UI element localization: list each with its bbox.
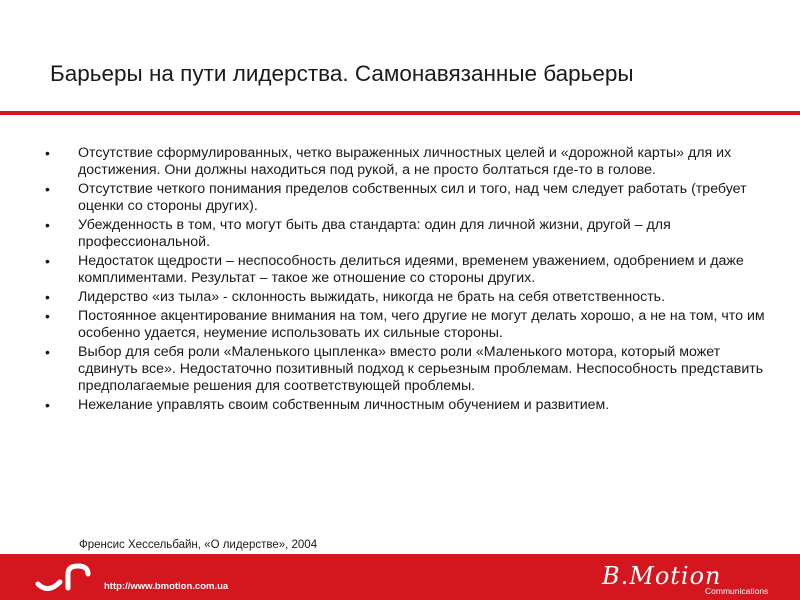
bullet-text: Лидерство «из тыла» - склонность выжидать, никогда не брать на себя ответственность. — [78, 289, 666, 305]
bullet-dot-icon: • — [45, 344, 50, 360]
bullet-text: Выбор для себя роли «Маленького цыпленка» вместо роли «Маленького мотора, который может сдвинуть все». Недостаточно позитивный подход к серьезным проблемам. Неспособность представить предполагаемые решения для соответствующей проблемы. — [78, 344, 764, 394]
bmotion-brand-logo — [596, 562, 766, 588]
bullet-item — [45, 289, 765, 306]
brand-subtitle: Communications — [705, 586, 769, 596]
bullet-item — [45, 145, 765, 179]
footer-bar — [0, 554, 800, 600]
bullet-text: Отсутствие четкого понимания пределов собственных сил и того, над чем следует работать (требует оценки со стороны других). — [78, 181, 747, 214]
bullet-dot-icon: • — [45, 289, 50, 305]
bullet-dot-icon: • — [45, 217, 50, 233]
bullet-item — [45, 308, 765, 342]
bullet-dot-icon: • — [45, 397, 50, 413]
title-divider — [0, 111, 800, 115]
source-citation: Френсис Хессельбайн, «О лидерстве», 2004 — [79, 539, 318, 551]
bullet-text: Постоянное акцентирование внимания на том, чего другие не могут делать хорошо, а не на том, что им особенно удается, неумение использовать их сильные стороны. — [78, 308, 765, 341]
bullet-text: Убежденность в том, что могут быть два стандарта: один для личной жизни, другой – для профессиональной. — [78, 217, 671, 250]
bullet-dot-icon: • — [45, 145, 50, 161]
bullet-item — [45, 253, 765, 287]
footer-website-link[interactable]: http://www.bmotion.com.ua — [104, 581, 229, 592]
bullet-dot-icon: • — [45, 253, 50, 269]
svg-text:B.Motion: B.Motion — [602, 562, 722, 588]
bullet-dot-icon: • — [45, 181, 50, 197]
slide-title: Барьеры на пути лидерства. Самонавязанные барьеры — [50, 61, 634, 86]
bullet-item — [45, 344, 765, 395]
bmotion-swoosh-logo-icon — [34, 562, 94, 596]
bullet-text: Недостаток щедрости – неспособность делиться идеями, временем уважением, одобрением и даже комплиментами. Результат – такое же отношение со стороны других. — [78, 253, 744, 286]
bullet-list — [45, 145, 765, 416]
bullet-item — [45, 181, 765, 215]
bullet-text: Нежелание управлять своим собственным личностным обучением и развитием. — [78, 397, 610, 413]
bullet-dot-icon: • — [45, 308, 50, 324]
bullet-item — [45, 397, 765, 414]
bullet-item — [45, 217, 765, 251]
bullet-text: Отсутствие сформулированных, четко выраженных личностных целей и «дорожной карты» для их достижения. Они должны находиться под рукой, а не просто болтаться где-то в голове. — [78, 145, 732, 178]
